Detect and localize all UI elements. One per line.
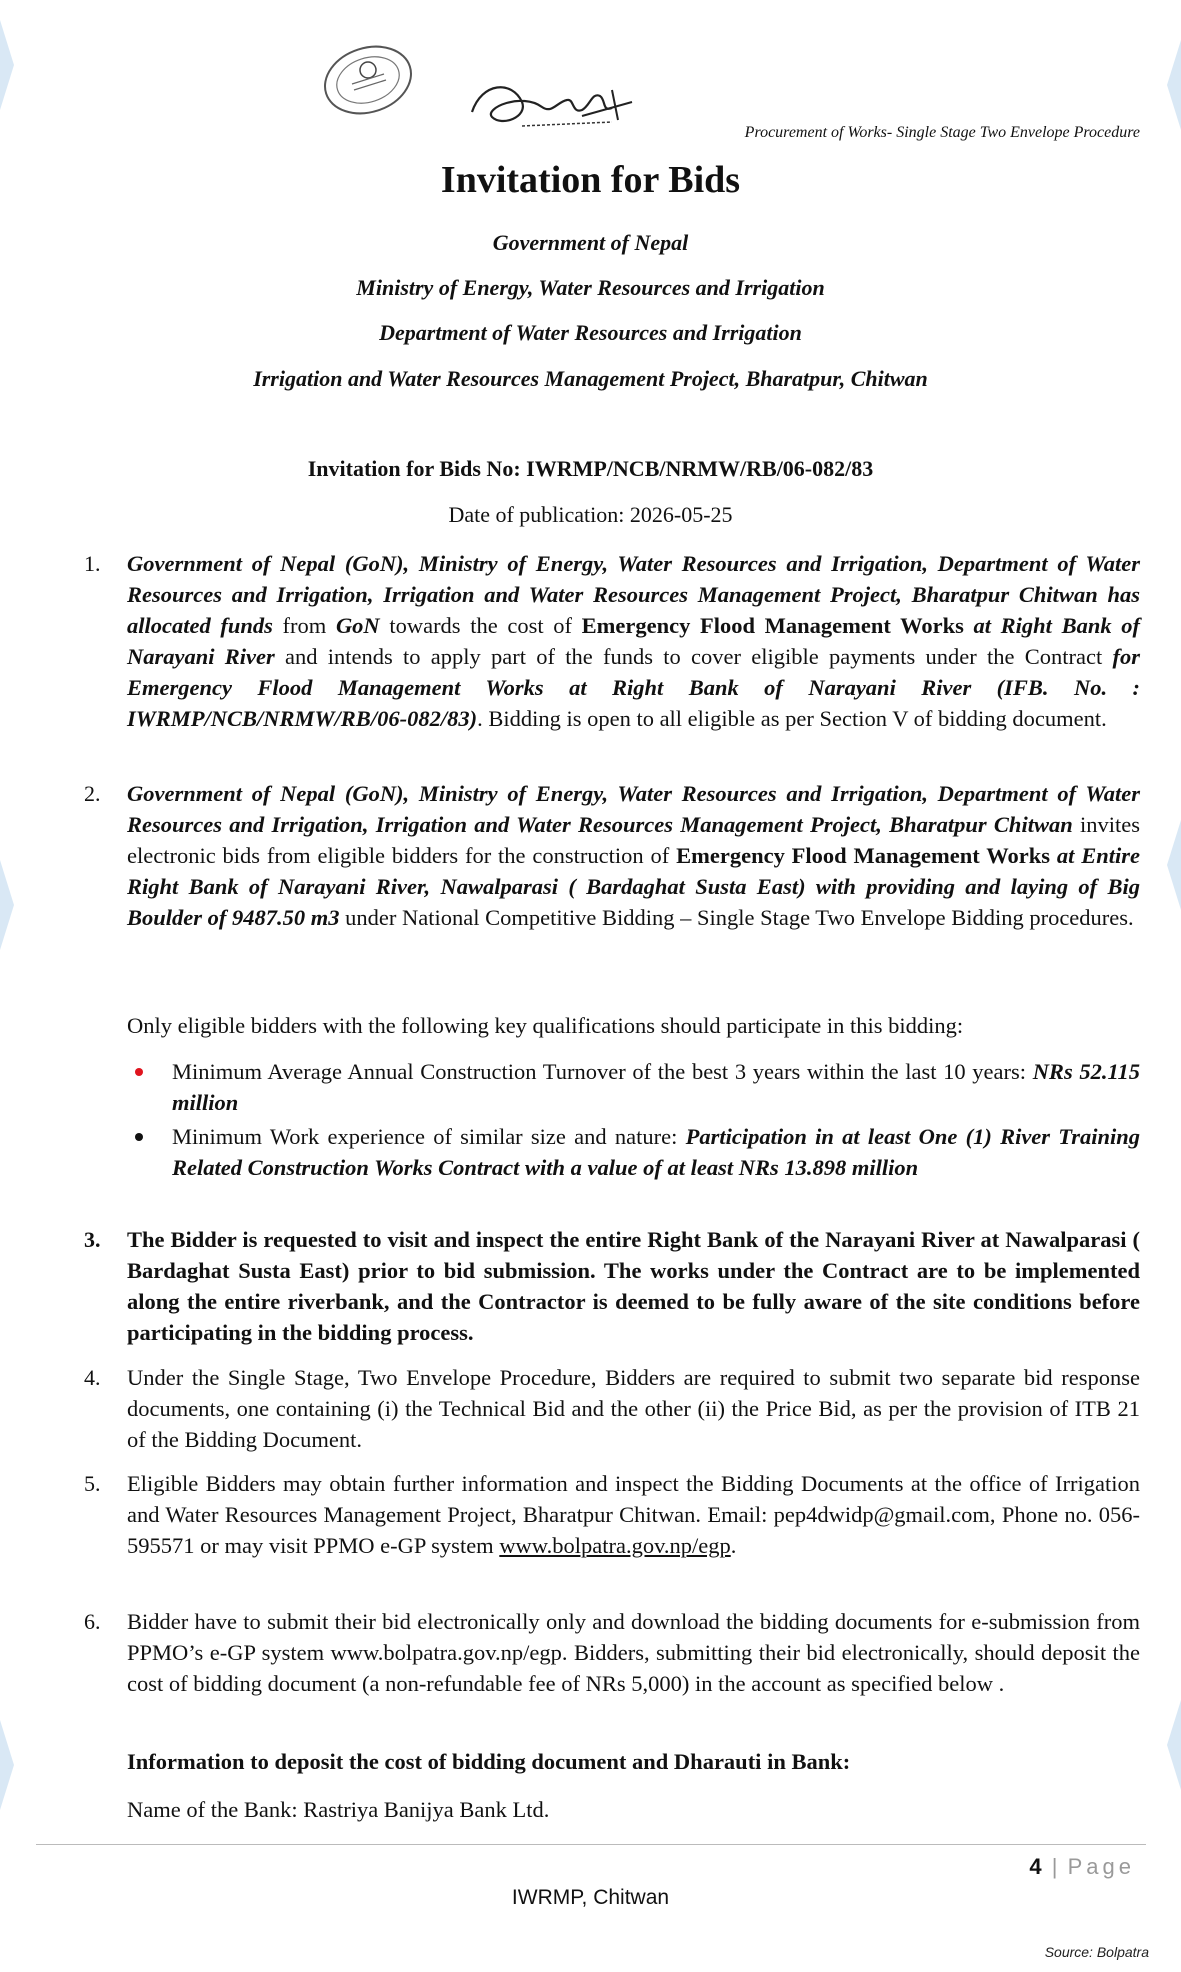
bullet-dot-icon [135,1133,143,1141]
qualification-intro: Only eligible bidders with the following key qualifications should participate in this bidding: [127,1013,964,1038]
watermark-arrow-icon [0,20,24,110]
text-run: GoN [335,613,380,638]
text-run: invites electronic bids from eligible bidders for the construction of [127,812,1140,868]
ifb-number: Invitation for Bids No: IWRMP/NCB/NRMW/RB/06-082/83 [307,456,874,481]
list-item [127,1056,1140,1118]
bank-name: Name of the Bank: Rastriya Banijya Bank Ltd. [127,1797,550,1822]
clause-text: The Bidder is requested to visit and inspect the entire Right Bank of the Narayani River at Nawalparasi ( Bardaghat Susta East) prior to bid submission. The works under the Contract are to be implemented along the entire riverbank, and the Contractor is deemed to be fully aware of the site conditions before participating in the bidding process. [127,1227,1140,1345]
text-run: Minimum Work experience of similar size and nature: [172,1124,686,1149]
watermark-arrow-icon [1157,40,1181,130]
bullet-dot-icon [135,1068,143,1076]
text-run: . [730,1533,737,1558]
text-run: Government of Nepal (GoN), Ministry of Energy, Water Resources and Irrigation, Department of Water Resources and Irrigation, Irrigation and Water Resources Management Project, Bharatpur Chitwan has allocated funds [127,551,1140,638]
list-item [127,1121,1140,1183]
clause-number: 1. [84,551,101,576]
text-run: . Bidding is open to all eligible as per Section V of bidding document. [477,706,1107,731]
text-run: at Right Bank of Narayani River [127,613,1140,669]
text-run: Minimum Average Annual Construction Turnover of the best 3 years within the last 10 years: [172,1059,1033,1084]
watermark-arrow-icon [0,860,24,950]
publication-date: Date of publication: 2026-05-25 [448,502,733,527]
text-run: at Entire Right Bank of Narayani River, Nawalparasi ( Bardaghat Susta East) with providing and laying of Big Boulder of 9487.50 m3 [127,843,1140,930]
deposit-heading: Information to deposit the cost of bidding document and Dharauti in Bank: [127,1749,851,1774]
source-credit: Source: Bolpatra [1044,1944,1149,1960]
document-title: Invitation for Bids [440,159,741,201]
clause-text [127,1468,1140,1561]
org-department: Department of Water Resources and Irrigation [379,320,802,345]
text-run: and intends to apply part of the funds to cover eligible payments under the Contract [274,644,1113,669]
clause-number: 6. [84,1609,101,1634]
official-seal-icon [318,40,418,120]
text-run: for Emergency Flood Management Works at Right Bank of Narayani River (IFB. No. : IWRMP/NCB/NRMW/RB/06-082/83) [127,644,1140,731]
page-separator: | [1051,1854,1058,1879]
text-run: NRs 52.115 million [172,1059,1140,1115]
clause-number: 5. [84,1471,101,1496]
text-run: towards the cost of [379,613,582,638]
watermark-arrow-icon [0,1720,24,1810]
org-project: Irrigation and Water Resources Management Project, Bharatpur, Chitwan [253,366,928,391]
text-run: Emergency Flood Management Works [676,843,1050,868]
text-run: Government of Nepal (GoN), Ministry of Energy, Water Resources and Irrigation, Department of Water Resources and Irrigation, Irrigation and Water Resources Management Project, Bharatpur Chitwan [127,781,1140,837]
org-ministry: Ministry of Energy, Water Resources and Irrigation [356,275,825,300]
qualification-list [127,1056,1140,1186]
page-number-value: 4 [1029,1854,1042,1879]
footer-divider [36,1844,1146,1845]
org-government: Government of Nepal [492,230,689,255]
text-run: Participation in at least One (1) River Training Related Construction Works Contract with a value of at least NRs 13.898 million [172,1124,1140,1180]
watermark-arrow-icon [1157,1700,1181,1790]
watermark-arrow-icon [1157,820,1181,910]
text-run: from [272,613,336,638]
text-run: under National Competitive Bidding – Single Stage Two Envelope Bidding procedures. [339,905,1134,930]
clause-text [127,778,1140,933]
text-run: Emergency Flood Management Works [581,613,964,638]
clause-number: 4. [84,1365,101,1390]
clause-text [127,548,1140,734]
clause-text: Bidder have to submit their bid electronically only and download the bidding documents for e-submission from PPMO’s e-GP system www.bolpatra.gov.np/egp. Bidders, submitting their bid electronically, should deposit the cost of bidding document (a non-refundable fee of NRs 5,000) in the account as specified below . [127,1609,1140,1696]
procurement-header-note: Procurement of Works- Single Stage Two Envelope Procedure [744,124,1140,141]
clause-number: 3. [84,1227,101,1252]
clause-number: 2. [84,781,101,806]
egp-link[interactable]: www.bolpatra.gov.np/egp [499,1533,731,1558]
page-number [1029,1854,1135,1880]
footer-text: IWRMP, Chitwan [511,1886,670,1909]
text-run: Eligible Bidders may obtain further information and inspect the Bidding Documents at the office of Irrigation and Water Resources Management Project, Bharatpur Chitwan. Email: pep4dwidp@gmail.com, Phone no. 056-595571 or may visit PPMO e-GP system [127,1471,1140,1558]
clause-text: Under the Single Stage, Two Envelope Procedure, Bidders are required to submit two separate bid response documents, one containing (i) the Technical Bid and the other (ii) the Price Bid, as per the provision of ITB 21 of the Bidding Document. [127,1365,1140,1452]
page-word: Page [1067,1854,1135,1879]
